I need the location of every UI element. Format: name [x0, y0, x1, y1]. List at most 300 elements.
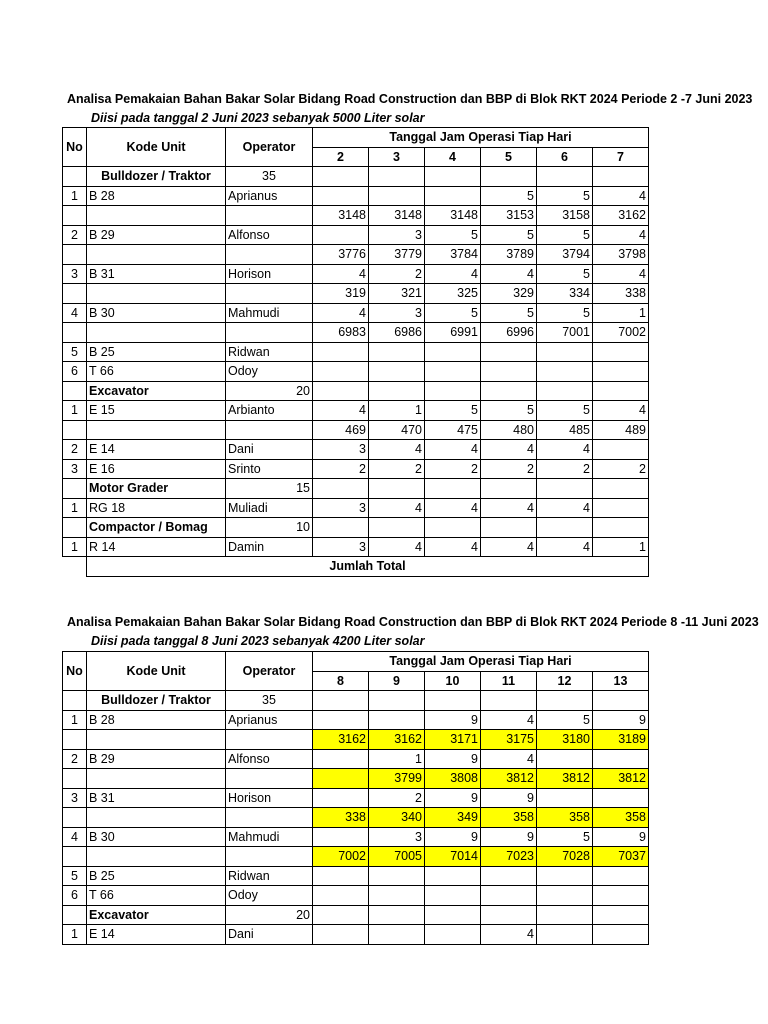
hour-value: 3	[369, 303, 425, 323]
hour-value: 3175	[481, 730, 537, 750]
row-no: 6	[63, 886, 87, 906]
hour-value: 4	[481, 925, 537, 945]
operator-name: Horison	[226, 264, 313, 284]
hour-value: 2	[369, 788, 425, 808]
hour-value	[481, 886, 537, 906]
row-no: 6	[63, 362, 87, 382]
category-value: 15	[226, 479, 313, 499]
kode-unit: B 31	[87, 788, 226, 808]
kode-unit: B 28	[87, 710, 226, 730]
hour-value: 2	[369, 264, 425, 284]
hour-value	[593, 691, 649, 711]
table-row	[63, 537, 649, 557]
hour-value: 3	[313, 498, 369, 518]
hour-value: 4	[481, 749, 537, 769]
row-no: 1	[63, 925, 87, 945]
category-value: 35	[226, 167, 313, 187]
hour-value: 1	[369, 749, 425, 769]
hour-value: 5	[537, 710, 593, 730]
hour-value: 1	[369, 401, 425, 421]
hour-value	[537, 788, 593, 808]
table-row	[63, 808, 649, 828]
hour-value: 338	[313, 808, 369, 828]
hour-value: 4	[593, 264, 649, 284]
hour-value: 9	[481, 788, 537, 808]
hour-value: 3776	[313, 245, 369, 265]
hour-value	[593, 167, 649, 187]
table-row	[63, 264, 649, 284]
hour-value	[481, 479, 537, 499]
kode-unit: B 29	[87, 749, 226, 769]
table-row	[63, 769, 649, 789]
header-day: 13	[593, 671, 649, 691]
hour-value: 3162	[369, 730, 425, 750]
row-no: 3	[63, 264, 87, 284]
hour-value	[425, 886, 481, 906]
hour-value: 9	[425, 749, 481, 769]
table-row	[63, 710, 649, 730]
hour-value	[313, 342, 369, 362]
section2-subtitle: Diisi pada tanggal 8 Juni 2023 sebanyak 4200 Liter solar	[91, 634, 425, 648]
hour-value	[313, 710, 369, 730]
category-value: 20	[226, 381, 313, 401]
hour-value: 3798	[593, 245, 649, 265]
hour-value: 3784	[425, 245, 481, 265]
table-row	[63, 284, 649, 304]
row-no: 2	[63, 225, 87, 245]
operator-name: Alfonso	[226, 225, 313, 245]
row-no	[63, 206, 87, 226]
category-value: 20	[226, 905, 313, 925]
hour-value	[369, 866, 425, 886]
hour-value: 3794	[537, 245, 593, 265]
row-no: 5	[63, 342, 87, 362]
header-day: 8	[313, 671, 369, 691]
hour-value: 4	[313, 303, 369, 323]
hour-value: 3189	[593, 730, 649, 750]
hour-value: 9	[425, 827, 481, 847]
row-no	[63, 691, 87, 711]
hour-value: 4	[537, 440, 593, 460]
hour-value	[369, 479, 425, 499]
hour-value: 3789	[481, 245, 537, 265]
hour-value: 3158	[537, 206, 593, 226]
table-row	[63, 886, 649, 906]
header-day: 2	[313, 147, 369, 167]
table-row	[63, 479, 649, 499]
section1-subtitle: Diisi pada tanggal 2 Juni 2023 sebanyak 5000 Liter solar	[91, 111, 425, 125]
total-spacer	[63, 557, 87, 577]
hour-value	[425, 518, 481, 538]
header-day: 6	[537, 147, 593, 167]
hour-value	[425, 342, 481, 362]
table-row	[63, 691, 649, 711]
table-row	[63, 498, 649, 518]
hour-value: 4	[313, 264, 369, 284]
operator-name: Srinto	[226, 459, 313, 479]
table-row	[63, 167, 649, 187]
category-label: Bulldozer / Traktor	[87, 167, 226, 187]
hour-value: 7037	[593, 847, 649, 867]
kode-unit: RG 18	[87, 498, 226, 518]
section1-title: Analisa Pemakaian Bahan Bakar Solar Bidang Road Construction dan BBP di Blok RKT 2024 Periode 2 -7 Juni 2023	[67, 92, 753, 106]
hour-value: 9	[481, 827, 537, 847]
hour-value	[425, 866, 481, 886]
category-value: 35	[226, 691, 313, 711]
hour-value: 5	[481, 186, 537, 206]
header-no: No	[63, 128, 87, 167]
hour-value	[313, 886, 369, 906]
kode-unit: E 15	[87, 401, 226, 421]
hour-value	[593, 866, 649, 886]
hour-value	[537, 342, 593, 362]
hour-value: 319	[313, 284, 369, 304]
hour-value	[313, 518, 369, 538]
header-day: 10	[425, 671, 481, 691]
hour-value	[313, 749, 369, 769]
hour-value: 9	[593, 827, 649, 847]
hour-value: 6986	[369, 323, 425, 343]
hour-value: 3162	[593, 206, 649, 226]
hour-value	[425, 186, 481, 206]
category-label: Compactor / Bomag	[87, 518, 226, 538]
hour-value: 3808	[425, 769, 481, 789]
hour-value: 3799	[369, 769, 425, 789]
table-row	[63, 362, 649, 382]
hour-value	[313, 479, 369, 499]
header-tanggal-group: Tanggal Jam Operasi Tiap Hari	[313, 652, 649, 672]
hour-value: 9	[425, 710, 481, 730]
total-label: Jumlah Total	[87, 557, 649, 577]
hour-value: 3812	[481, 769, 537, 789]
hour-value	[537, 749, 593, 769]
hour-value	[481, 905, 537, 925]
table-row	[63, 788, 649, 808]
hour-value: 6991	[425, 323, 481, 343]
hour-value	[313, 362, 369, 382]
kode-unit	[87, 206, 226, 226]
operator-name: Mahmudi	[226, 827, 313, 847]
row-no: 3	[63, 459, 87, 479]
kode-unit: E 16	[87, 459, 226, 479]
hour-value: 5	[481, 401, 537, 421]
hour-value: 5	[537, 225, 593, 245]
hour-value: 3	[313, 440, 369, 460]
hour-value	[369, 925, 425, 945]
hour-value: 4	[313, 401, 369, 421]
hour-value	[593, 925, 649, 945]
hour-value: 3162	[313, 730, 369, 750]
operator-name	[226, 769, 313, 789]
hour-value: 2	[425, 459, 481, 479]
hour-value	[481, 362, 537, 382]
header-operator: Operator	[226, 652, 313, 691]
hour-value: 1	[593, 537, 649, 557]
hour-value	[537, 925, 593, 945]
row-no: 1	[63, 186, 87, 206]
kode-unit: T 66	[87, 362, 226, 382]
hour-value: 475	[425, 420, 481, 440]
kode-unit: B 30	[87, 827, 226, 847]
operator-name: Dani	[226, 440, 313, 460]
hour-value: 4	[425, 264, 481, 284]
table-row	[63, 303, 649, 323]
operator-name: Aprianus	[226, 710, 313, 730]
row-no: 4	[63, 303, 87, 323]
operator-name: Ridwan	[226, 342, 313, 362]
hour-value: 7002	[593, 323, 649, 343]
row-no: 1	[63, 537, 87, 557]
category-label: Bulldozer / Traktor	[87, 691, 226, 711]
hour-value: 5	[537, 186, 593, 206]
hour-value	[425, 381, 481, 401]
hour-value: 470	[369, 420, 425, 440]
total-row	[63, 557, 649, 577]
hour-value	[425, 905, 481, 925]
hour-value: 340	[369, 808, 425, 828]
hour-value	[313, 691, 369, 711]
header-tanggal-group: Tanggal Jam Operasi Tiap Hari	[313, 128, 649, 148]
row-no	[63, 730, 87, 750]
fuel-table-2	[62, 651, 649, 945]
operator-name: Aprianus	[226, 186, 313, 206]
hour-value: 4	[481, 537, 537, 557]
hour-value	[593, 749, 649, 769]
hour-value	[313, 866, 369, 886]
operator-name: Odoy	[226, 362, 313, 382]
operator-name: Ridwan	[226, 866, 313, 886]
hour-value	[369, 381, 425, 401]
row-no	[63, 245, 87, 265]
row-no	[63, 479, 87, 499]
hour-value: 4	[537, 537, 593, 557]
row-no: 1	[63, 710, 87, 730]
table-row	[63, 866, 649, 886]
hour-value: 338	[593, 284, 649, 304]
hour-value	[537, 905, 593, 925]
hour-value	[537, 381, 593, 401]
hour-value	[481, 518, 537, 538]
kode-unit: B 29	[87, 225, 226, 245]
row-no: 1	[63, 401, 87, 421]
hour-value: 2	[537, 459, 593, 479]
header-day: 3	[369, 147, 425, 167]
hour-value	[481, 342, 537, 362]
table-row	[63, 420, 649, 440]
hour-value: 4	[369, 537, 425, 557]
hour-value	[537, 886, 593, 906]
kode-unit	[87, 730, 226, 750]
hour-value	[537, 866, 593, 886]
hour-value	[425, 691, 481, 711]
hour-value	[537, 362, 593, 382]
kode-unit	[87, 808, 226, 828]
row-no: 1	[63, 498, 87, 518]
hour-value	[593, 479, 649, 499]
hour-value: 480	[481, 420, 537, 440]
hour-value: 4	[369, 498, 425, 518]
hour-value: 469	[313, 420, 369, 440]
hour-value: 334	[537, 284, 593, 304]
operator-name: Damin	[226, 537, 313, 557]
table-row	[63, 847, 649, 867]
hour-value: 5	[537, 827, 593, 847]
hour-value: 3180	[537, 730, 593, 750]
row-no: 3	[63, 788, 87, 808]
category-label: Excavator	[87, 381, 226, 401]
hour-value: 3	[369, 827, 425, 847]
hour-value: 6996	[481, 323, 537, 343]
header-row	[63, 652, 649, 672]
kode-unit	[87, 284, 226, 304]
hour-value: 7014	[425, 847, 481, 867]
operator-name: Alfonso	[226, 749, 313, 769]
hour-value: 4	[481, 498, 537, 518]
hour-value: 5	[481, 225, 537, 245]
hour-value: 3171	[425, 730, 481, 750]
hour-value	[593, 362, 649, 382]
header-day: 7	[593, 147, 649, 167]
operator-name: Dani	[226, 925, 313, 945]
hour-value	[425, 479, 481, 499]
operator-name: Muliadi	[226, 498, 313, 518]
hour-value: 7028	[537, 847, 593, 867]
hour-value: 3812	[593, 769, 649, 789]
hour-value: 349	[425, 808, 481, 828]
hour-value: 485	[537, 420, 593, 440]
hour-value: 3779	[369, 245, 425, 265]
operator-name	[226, 284, 313, 304]
header-day: 5	[481, 147, 537, 167]
header-no: No	[63, 652, 87, 691]
hour-value: 3	[369, 225, 425, 245]
hour-value: 489	[593, 420, 649, 440]
hour-value	[593, 886, 649, 906]
category-value: 10	[226, 518, 313, 538]
hour-value: 4	[481, 440, 537, 460]
hour-value	[313, 186, 369, 206]
hour-value: 329	[481, 284, 537, 304]
hour-value	[425, 167, 481, 187]
hour-value: 5	[537, 303, 593, 323]
table-row	[63, 381, 649, 401]
kode-unit	[87, 847, 226, 867]
hour-value	[369, 167, 425, 187]
row-no	[63, 518, 87, 538]
table-row	[63, 518, 649, 538]
hour-value: 2	[481, 459, 537, 479]
table-row	[63, 925, 649, 945]
row-no: 5	[63, 866, 87, 886]
header-kode-unit: Kode Unit	[87, 128, 226, 167]
hour-value	[481, 167, 537, 187]
hour-value	[481, 691, 537, 711]
row-no	[63, 420, 87, 440]
operator-name	[226, 323, 313, 343]
kode-unit: E 14	[87, 925, 226, 945]
kode-unit: B 28	[87, 186, 226, 206]
operator-name: Arbianto	[226, 401, 313, 421]
hour-value	[313, 925, 369, 945]
category-label: Excavator	[87, 905, 226, 925]
row-no: 4	[63, 827, 87, 847]
table-row	[63, 342, 649, 362]
hour-value: 321	[369, 284, 425, 304]
row-no: 2	[63, 440, 87, 460]
header-kode-unit: Kode Unit	[87, 652, 226, 691]
hour-value	[313, 788, 369, 808]
hour-value	[313, 827, 369, 847]
hour-value	[369, 691, 425, 711]
row-no	[63, 808, 87, 828]
table-row	[63, 459, 649, 479]
hour-value	[481, 866, 537, 886]
section2-title: Analisa Pemakaian Bahan Bakar Solar Bidang Road Construction dan BBP di Blok RKT 2024 Periode 8 -11 Juni 2023	[67, 615, 759, 629]
hour-value: 3812	[537, 769, 593, 789]
hour-value	[593, 788, 649, 808]
hour-value	[537, 479, 593, 499]
hour-value: 2	[593, 459, 649, 479]
hour-value: 5	[425, 225, 481, 245]
table-row	[63, 730, 649, 750]
operator-name	[226, 420, 313, 440]
table-row	[63, 186, 649, 206]
hour-value	[593, 440, 649, 460]
table-row	[63, 749, 649, 769]
hour-value	[369, 518, 425, 538]
operator-name	[226, 206, 313, 226]
hour-value	[593, 498, 649, 518]
hour-value: 3148	[425, 206, 481, 226]
hour-value	[537, 167, 593, 187]
hour-value	[313, 381, 369, 401]
row-no	[63, 769, 87, 789]
hour-value	[369, 710, 425, 730]
header-operator: Operator	[226, 128, 313, 167]
row-no	[63, 847, 87, 867]
hour-value: 7023	[481, 847, 537, 867]
hour-value	[313, 167, 369, 187]
row-no	[63, 167, 87, 187]
hour-value: 358	[593, 808, 649, 828]
hour-value: 4	[425, 498, 481, 518]
kode-unit	[87, 323, 226, 343]
hour-value: 1	[593, 303, 649, 323]
hour-value	[313, 905, 369, 925]
kode-unit: B 25	[87, 342, 226, 362]
hour-value: 3148	[313, 206, 369, 226]
operator-name: Horison	[226, 788, 313, 808]
row-no	[63, 284, 87, 304]
table-row	[63, 827, 649, 847]
hour-value	[425, 362, 481, 382]
category-label: Motor Grader	[87, 479, 226, 499]
header-row	[63, 128, 649, 148]
hour-value	[481, 381, 537, 401]
hour-value: 6983	[313, 323, 369, 343]
header-day: 4	[425, 147, 481, 167]
fuel-table-1	[62, 127, 649, 577]
hour-value: 7005	[369, 847, 425, 867]
hour-value: 2	[369, 459, 425, 479]
hour-value	[313, 769, 369, 789]
operator-name: Odoy	[226, 886, 313, 906]
row-no	[63, 905, 87, 925]
hour-value: 4	[425, 440, 481, 460]
hour-value: 5	[481, 303, 537, 323]
hour-value	[369, 905, 425, 925]
kode-unit	[87, 245, 226, 265]
